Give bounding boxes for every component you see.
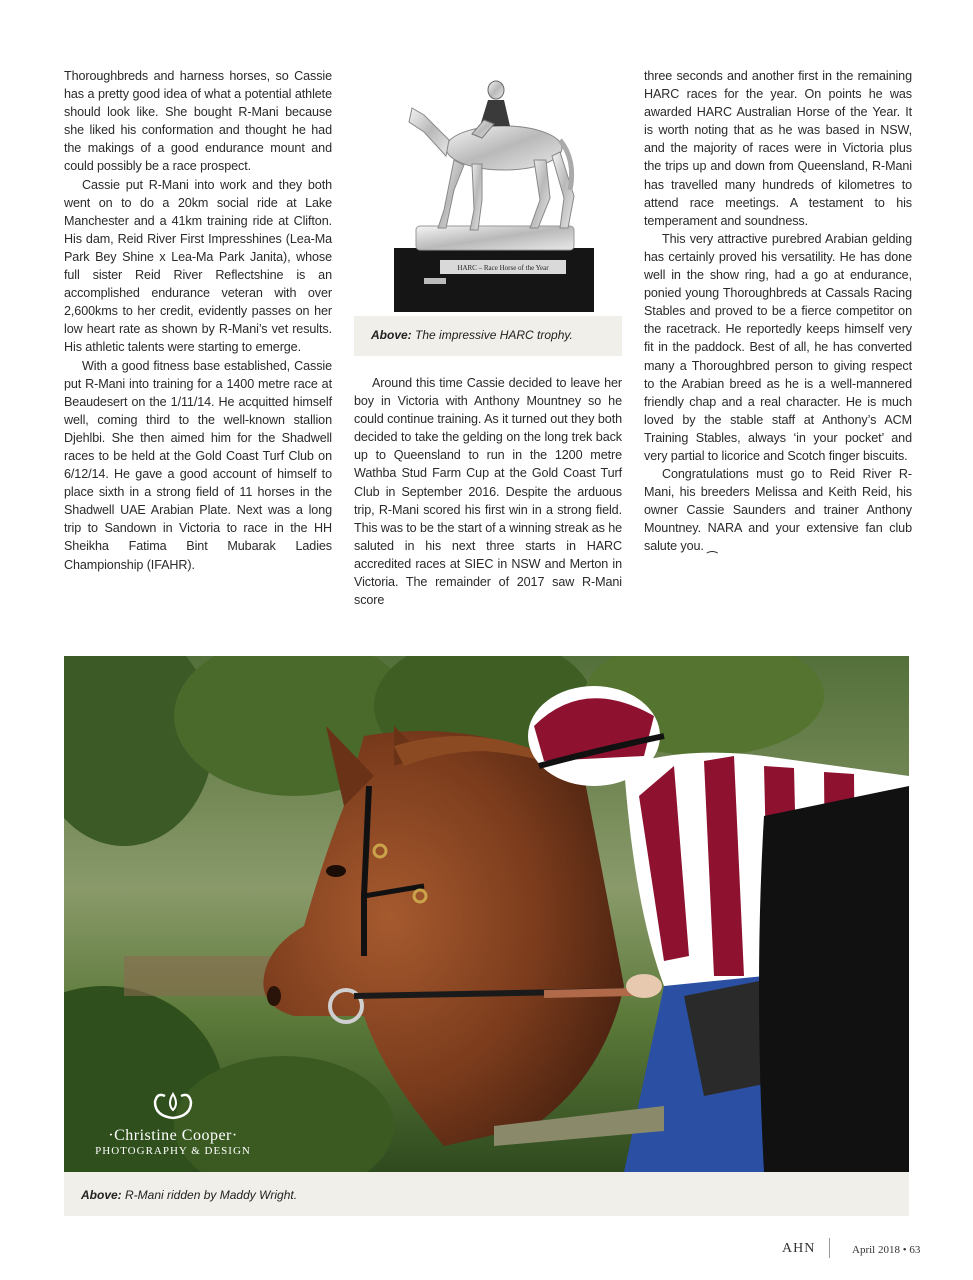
photographer-logo-icon — [143, 1088, 203, 1122]
trophy-image — [354, 60, 622, 356]
footer-bullet: • — [902, 1244, 907, 1256]
caption-lead: Above: — [81, 1188, 122, 1202]
caption-text: The impressive HARC trophy. — [415, 328, 573, 342]
publication-name: AHN — [782, 1241, 816, 1256]
page-number: 63 — [909, 1244, 921, 1256]
paragraph: Around this time Cassie decided to leave her boy in Victoria with Anthony Mountney so he could continue training. As it turned out they both decided to take the gelding on the long trek back up to Queensland to run in the 1200 metre Wathba Stud Farm Cup at the Gold Coast Turf Club in September 2016. Despite the arduous trip, R-Mani scored his first win in a strong field. This was to be the start of a winning streak as he saluted in his next three starts in HARC accredited races at SIEC in NSW and Merton in Victoria. The remainder of 2017 saw R-Mani score — [354, 376, 623, 608]
paragraph: three seconds and another first in the remaining HARC races for the year. On points he was awarded HARC Australian Horse of the Year. It is worth noting that as he was based in NSW, and the majority of races were in Victoria plus the trips up and down from Queensland, R-Mani has travelled many hundreds of kilometres to attend race meetings. A testament to his temperament and soundness. — [644, 69, 912, 228]
article-column-2 — [354, 374, 622, 609]
trophy-caption — [371, 328, 573, 342]
paragraph: This very attractive purebred Arabian gelding has certainly proved his versatility. He has done well in the show ring, had a go at endurance, ponied young Thoroughbreds at Cassals Racing Stables and proved to be a fierce competitor on the racetrack. He reportedly keeps himself very fit in the paddock. Best of all, he has converted many a Thoroughbred person to giving respect to the Arabian breed as he is a well-mannered friendly chap and a real character. He is much loved by the stable staff at Anthony’s ACM Training Stables, always ‘in your pocket’ and very partial to licorice and Scotch finger biscuits. — [644, 231, 912, 463]
paragraph: Congratulations must go to Reid River R-Mani, his breeders Melissa and Keith Reid, his owner Cassie Saunders and trainer Anthony Mountney. NARA and your extensive fan club salute you. ⁔ — [644, 467, 912, 554]
footer-date-page — [852, 1244, 920, 1262]
article-column-1 — [64, 67, 332, 574]
watermark-sub: PHOTOGRAPHY & DESIGN — [95, 1145, 251, 1157]
issue-date: April 2018 — [852, 1244, 900, 1256]
watermark-name: ·Christine Cooper· — [108, 1127, 238, 1144]
article-column-3 — [644, 67, 912, 556]
caption-lead: Above: — [371, 328, 412, 342]
footer-divider — [829, 1238, 830, 1258]
trophy-plaque-text: HARC – Race Horse of the Year — [457, 264, 549, 272]
paragraph: Cassie put R-Mani into work and they both went on to do a 20km social ride at Lake Manchester and a 41km training ride at Clifton. His dam, Reid River First Impresshines (Lea-Ma Park Bey Shine x Lea-Ma Park Janita), whose full sister Reid River Reflectshine is an accomplished endurance veteran with over 2,600kms to her credit, evidently passes on her low heart rate as shown by R-Mani’s vet results. His athletic talents were starting to emerge. — [64, 177, 332, 355]
photo-caption — [81, 1188, 297, 1202]
photographer-watermark — [88, 1088, 258, 1157]
paragraph: With a good fitness base established, Cassie put R-Mani into training for a 1400 metre race at Beaudesert on the 1/11/14. He acquitted himself well, coming third to the well-known stallion Djehlbi. She then aimed him for the Shadwell races to be held at the Gold Coast Turf Club on 6/12/14. He gave a good account of himself to place sixth in a strong field of 11 horses in the Shadwell UAE Arabian Plate. Next was a long trip to Sandown in Victoria to race in the HH Sheikha Fatima Bint Mubarak Ladies Championship (IFAHR). — [64, 358, 332, 572]
paragraph: Thoroughbreds and harness horses, so Cassie has a pretty good idea of what a potential athlete should look like. She bought R-Mani because she liked his conformation and thought he had the makings of a good endurance mount and could possibly be a race prospect. — [64, 69, 332, 174]
caption-text: R-Mani ridden by Maddy Wright. — [125, 1188, 298, 1202]
